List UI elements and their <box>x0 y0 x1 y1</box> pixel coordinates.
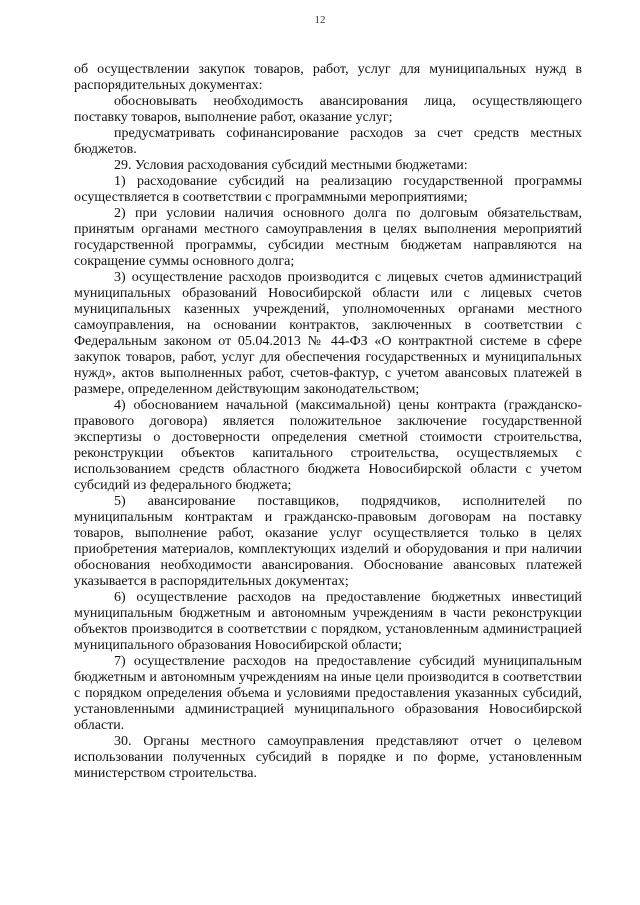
section-paragraph: 30. Органы местного самоуправления представляют отчет о целевом использовании полученных субсидий в порядке и по форме, установленным министерством строительства. <box>74 734 582 781</box>
list-item: 6) осуществление расходов на предоставление бюджетных инвестиций муниципальным бюджетным и автономным учреждениям в части реконструкции объектов производится в соответствии с порядком, установленным администрацией муниципального образования Новосибирской области; <box>74 590 582 653</box>
list-item: 4) обоснованием начальной (максимальной) цены контракта (гражданско-правового договора) является положительное заключение государственной экспертизы о достоверности определения сметной стоимости строительства, реконструкции объектов капитального строительства, осуществляемых с использованием средств областного бюджета Новосибирской области с учетом субсидий из федерального бюджета; <box>74 398 582 493</box>
section-heading: 29. Условия расходования субсидий местными бюджетами: <box>114 158 468 173</box>
list-item: 5) авансирование поставщиков, подрядчиков, исполнителей по муниципальным контрактам и гражданско-правовым договорам на поставку товаров, выполнение работ, оказание услуг осуществляется только в целях приобретения материалов, комплектующих изделий и оборудования и при наличии обоснования необходимости авансирования. Обоснование авансовых платежей указывается в распорядительных документах; <box>74 494 582 589</box>
paragraph: предусматривать софинансирование расходов за счет средств местных бюджетов. <box>74 126 582 157</box>
list-item: 7) осуществление расходов на предоставление субсидий муниципальным бюджетным и автономным учреждениям на иные цели производится в соответствии с порядком определения объема и условиями предоставления указанных субсидий, установленными администрацией муниципального образования Новосибирской области. <box>74 654 582 733</box>
list-item: 1) расходование субсидий на реализацию государственной программы осуществляется в соответствии с программными мероприятиями; <box>74 174 582 205</box>
paragraph: обосновывать необходимость авансирования лица, осуществляющего поставку товаров, выполнение работ, оказание услуг; <box>74 94 582 125</box>
paragraph: об осуществлении закупок товаров, работ, услуг для муниципальных нужд в распорядительных документах: <box>74 62 582 93</box>
list-item: 3) осуществление расходов производится с лицевых счетов администраций муниципальных образований Новосибирской области или с лицевых счетов муниципальных казенных учреждений, уполномоченных органами местного самоуправления, на основании контрактов, заключенных в соответствии с Федеральным законом от 05.04.2013 № 44-ФЗ «О контрактной системе в сфере закупок товаров, работ, услуг для обеспечения государственных и муниципальных нужд», актов выполненных работ, счетов-фактур, с учетом авансовых платежей в размере, определенном действующим законодательством; <box>74 270 582 397</box>
document-body <box>74 62 582 782</box>
page-number: 12 <box>314 14 326 26</box>
list-item: 2) при условии наличия основного долга по долговым обязательствам, принятым органами местного самоуправления в целях выполнения мероприятий государственной программы, субсидии местным бюджетам направляются на сокращение суммы основного долга; <box>74 206 582 269</box>
